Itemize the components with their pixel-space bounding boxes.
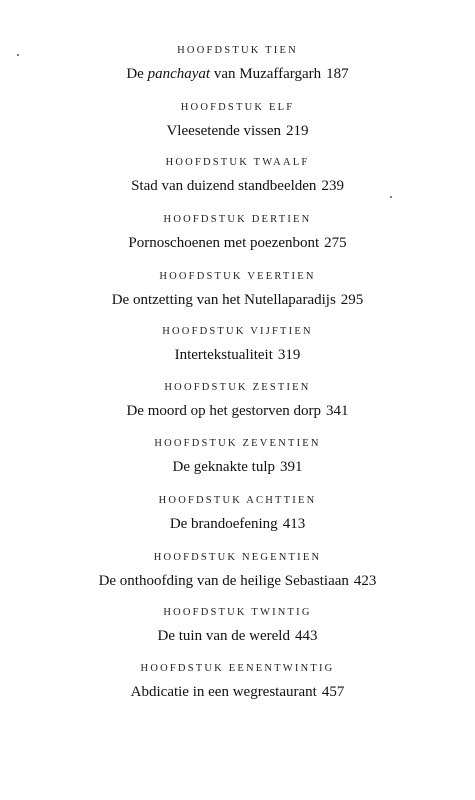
chapter-title-text: De brandoefening — [169, 516, 278, 532]
chapter-title — [0, 515, 475, 533]
chapter-title — [0, 122, 475, 140]
page-number: 295 — [340, 292, 364, 308]
chapter-title — [0, 234, 475, 252]
page-number: 413 — [282, 516, 306, 532]
chapter-title-text: De moord op het gestorven dorp — [126, 403, 322, 419]
chapter-title-text-rest: van Muzaffargarh — [210, 66, 322, 82]
page-number: 319 — [277, 347, 301, 363]
toc-entry-11 — [0, 101, 475, 140]
toc-entry-18 — [0, 494, 475, 533]
chapter-title-text: Intertekstualiteit — [174, 347, 273, 363]
chapter-title — [0, 177, 475, 195]
chapter-title-text: Stad van duizend standbeelden — [131, 178, 317, 194]
chapter-label: HOOFDSTUK ELF — [180, 102, 295, 113]
chapter-title-text: De geknakte tulp — [172, 459, 275, 475]
page-number: 341 — [326, 403, 349, 419]
chapter-title-text: De ontzetting van het Nutellaparadijs — [111, 292, 336, 308]
chapter-title-text: Pornoschoenen met poezenbont — [128, 235, 320, 251]
chapter-title — [0, 458, 475, 476]
print-speck — [17, 54, 19, 56]
toc-entry-14 — [0, 270, 475, 309]
page-number: 239 — [321, 178, 344, 194]
chapter-label: HOOFDSTUK TIEN — [177, 45, 298, 56]
page-number: 423 — [353, 573, 377, 589]
chapter-label: HOOFDSTUK ACHTTIEN — [158, 495, 317, 506]
chapter-title-text: De onthoofding van de heilige Sebastiaan — [98, 573, 349, 589]
toc-entry-19 — [0, 551, 475, 590]
toc-entry-10 — [0, 44, 475, 83]
page-number: 219 — [286, 123, 309, 139]
chapter-title-emphasis: panchayat — [147, 66, 211, 82]
chapter-title — [0, 402, 475, 420]
chapter-label: HOOFDSTUK ZESTIEN — [164, 382, 311, 393]
print-speck — [390, 196, 392, 198]
page-number: 443 — [294, 628, 318, 644]
chapter-title — [0, 346, 475, 364]
chapter-title — [0, 683, 475, 701]
chapter-title-text: De tuin van de wereld — [157, 628, 290, 644]
chapter-title — [0, 627, 475, 645]
toc-entry-13 — [0, 213, 475, 252]
chapter-label: HOOFDSTUK VEERTIEN — [159, 271, 316, 282]
chapter-label: HOOFDSTUK DERTIEN — [163, 214, 312, 225]
chapter-label: HOOFDSTUK TWAALF — [165, 157, 310, 168]
chapter-title — [0, 572, 475, 590]
chapter-label: HOOFDSTUK EENENTWINTIG — [140, 663, 335, 674]
chapter-label: HOOFDSTUK VIJFTIEN — [162, 326, 313, 337]
toc-entry-12 — [0, 156, 475, 195]
chapter-title-text: Abdicatie in een wegrestaurant — [130, 684, 317, 700]
page-number: 187 — [326, 66, 349, 82]
page-number: 457 — [321, 684, 345, 700]
chapter-label: HOOFDSTUK NEGENTIEN — [153, 552, 322, 563]
chapter-title — [0, 65, 475, 83]
toc-entry-15 — [0, 325, 475, 364]
chapter-label: HOOFDSTUK TWINTIG — [163, 607, 312, 618]
chapter-title — [0, 291, 475, 309]
toc-entry-20 — [0, 606, 475, 645]
chapter-title-text: Vleesetende vissen — [166, 123, 282, 139]
toc-entry-16 — [0, 381, 475, 420]
toc-entry-21 — [0, 662, 475, 701]
chapter-title-text: De — [126, 66, 148, 82]
toc-entry-17 — [0, 437, 475, 476]
page-number: 391 — [279, 459, 303, 475]
page-number: 275 — [324, 235, 347, 251]
chapter-label: HOOFDSTUK ZEVENTIEN — [154, 438, 321, 449]
